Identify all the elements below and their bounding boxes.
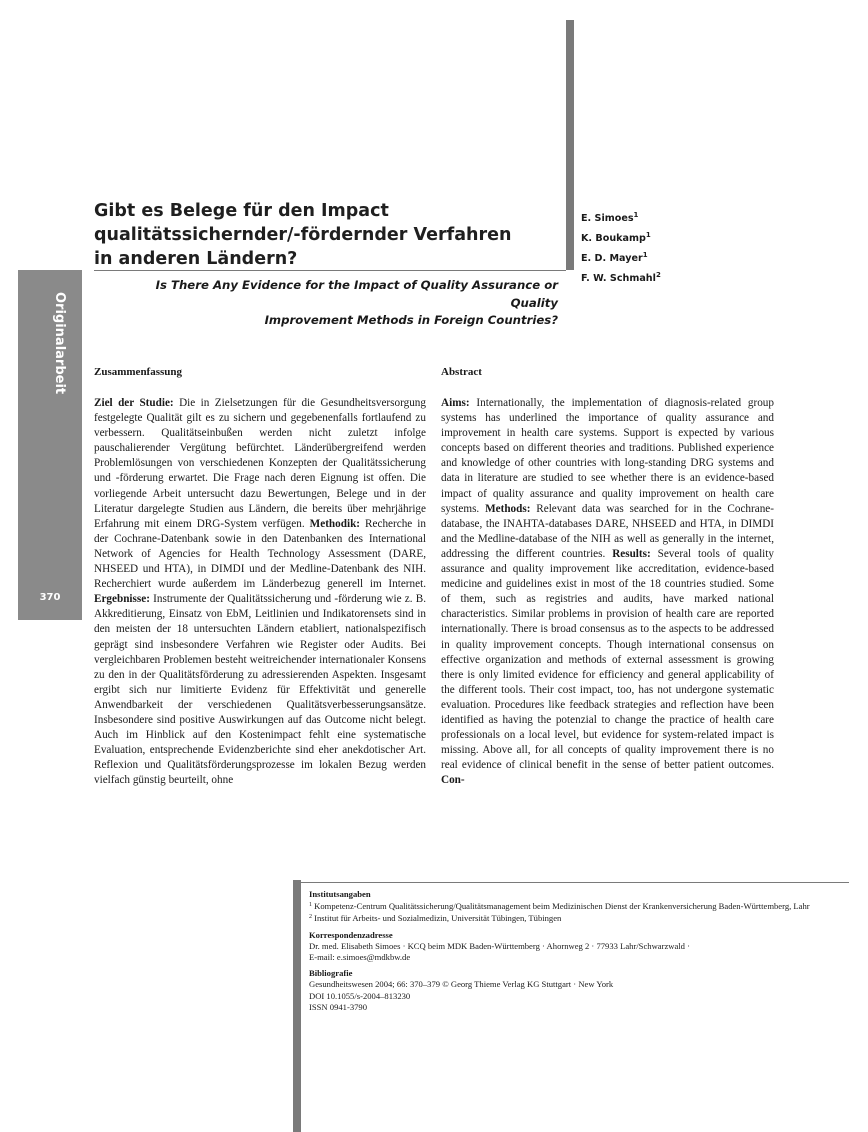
correspondence-email[interactable]: E-mail: e.simoes@mdkbw.de xyxy=(309,952,411,963)
text-ergebnisse: Instrumente der Qualitätssicherung und -förderung wie z. B. Akkreditierung, Einsatz von EbM, Leitlinien und Indikatorensets sind in den meisten der 18 untersuchten Ländern etabliert, nationalspezifisch geprägt sind insbesondere Verfahren wie Register oder Audits. Bei vergleichbaren Problemen besteht weitreichender internationaler Konsens zu den in der Qualitätsförderung zu adressierenden Aspekten. Insgesamt ergibt sich nur limitierte Evidenz für Effektivität und generelle Anwendbarkeit der verschiedenen Qualitätsverbesserungsansätze. Insbesondere sind positive Auswirkungen auf das Outcome nicht belegt. Auch im Hinblick auf den Kostenimpact fehlt eine systematische Evaluation, entsprechende Evidenzberichte sind eher anekdotischer Art. Reflexion und Qualitätsförderungsprozesse im lokalen Bezug werden vielfach günstig beurteilt, ohne xyxy=(94,593,426,787)
text-aims: Internationally, the implementation of diagnosis-related group systems has underlined the importance of quality assurance and improvement in health care systems. Support is expected by various concepts based on different theories and traditions. Published experience and knowledge of other countries with long-standing DRG systems and data in literature are studied to see whether there is an evidence-based impact of quality assurance and quality improvement on health care systems. xyxy=(441,397,774,515)
institute-block xyxy=(309,889,829,925)
side-tab xyxy=(18,270,82,620)
author-list xyxy=(581,207,661,287)
bibliography-citation: Gesundheitswesen 2004; 66: 370–379 © Georg Thieme Verlag KG Stuttgart · New York xyxy=(309,979,614,990)
footer-divider xyxy=(301,882,849,883)
label-aims: Aims: xyxy=(441,397,470,409)
subtitle-line: Improvement Methods in Foreign Countries? xyxy=(264,313,558,327)
abstract-heading: Abstract xyxy=(441,366,482,378)
article-info xyxy=(309,889,829,1018)
title-line: in anderen Ländern? xyxy=(94,249,298,269)
correspondence-address: Dr. med. Elisabeth Simoes · KCQ beim MDK Baden-Württemberg · Ahornweg 2 · 77933 Lahr/Schwarzwald · xyxy=(309,940,690,951)
title-line: Gibt es Belege für den Impact xyxy=(94,201,389,221)
text-results: Several tools of quality assurance and quality improvement like accreditation, evidence-based medicine and guidelines exist in most of the 18 countries studied. Some of them, such as registries and audits, have marked national characteristics. Similar problems in provision of health care are reported internationally. There is broad consensus as to the aspects to be addressed in quality improvement concepts. Though international consensus on effective organization and methods of external assessment is growing there is only limited evidence for efficiency and general applicability of the different tools. Their cost impact, too, has not undergone systematic evaluation. Procedures like feedback strategies and reflection have been identified as having the potenzial to change the practice of health care professionals on a local level, but evidence for system-related impact is missing. Above all, for all concepts of quality improvement there is no real evidence of clinical benefit in the sense of better patient outcomes. xyxy=(441,547,774,772)
correspondence-heading: Korrespondenzadresse xyxy=(309,929,393,940)
label-methods: Methods: xyxy=(485,502,531,515)
author: K. Boukamp$^1$ xyxy=(581,231,651,244)
title-line: qualitätssichernder/-fördernder Verfahren xyxy=(94,225,512,245)
correspondence-block xyxy=(309,930,829,964)
label-results: Results: xyxy=(612,547,651,560)
label-ziel: Ziel der Studie: xyxy=(94,397,174,409)
label-ergebnisse: Ergebnisse: xyxy=(94,593,150,606)
footer-vertical-rule xyxy=(293,880,301,1132)
institute-2: $^2$ Institut für Arbeits- und Sozialmedizin, Universität Tübingen, Tübingen xyxy=(309,913,562,924)
abstract-text xyxy=(441,396,774,788)
author: F. W. Schmahl$^2$ xyxy=(581,271,661,284)
page-number: 370 xyxy=(39,592,61,603)
label-methodik: Methodik: xyxy=(309,517,361,530)
text-ziel: Die in Zielsetzungen für die Gesundheitsversorgung festgelegte Qualität gilt es zu sichern und gegebenenfalls fortlaufend zu verbessern. Qualitätseinbußen werden nicht zuletzt infolge pauschalierender Vergütung befürchtet. Länderübergreifend werden Problemlösungen von verschiedenen Konzepten der Qualitätssicherung und -förderung erwartet. Die Frage nach deren Eignung ist offen. Die vorliegende Arbeit untersucht dazu Bewertungen, Belege und in der Literatur dargelegte Studien aus Ländern, die bereits über mehrjährige Erfahrung mit einem DRG-System verfügen. xyxy=(94,397,426,530)
subtitle-line: Is There Any Evidence for the Impact of Quality Assurance or Quality xyxy=(155,278,558,310)
institute-heading: Institutsangaben xyxy=(309,889,371,899)
bibliography-doi: DOI 10.1055/s-2004–813230 xyxy=(309,990,411,1001)
side-tab-label: Originalarbeit xyxy=(52,292,67,395)
english-title xyxy=(120,277,558,330)
zusammenfassung-text xyxy=(94,396,426,788)
text-methodik: Recherche in der Cochrane-Datenbank sowie in den Datenbanken des International Network of Agencies for Health Technology Assessment (DARE, NHSEED und HTA), in DIMDI und der Medline-Datenbank des NIH. Recherchiert wurde außerdem im Länderbezug generell im Internet. xyxy=(94,517,427,591)
bibliography-heading: Bibliografie xyxy=(309,968,353,979)
institute-1: $^1$ Kompetenz-Centrum Qualitätssicherung/Qualitätsmanagement beim Medizinischen Dienst der Krankenversicherung Baden-Württemberg, Lahr xyxy=(309,901,810,912)
article-title xyxy=(94,199,554,271)
author: E. Simoes$^1$ xyxy=(581,211,639,224)
top-vertical-rule xyxy=(566,20,574,270)
bibliography-issn: ISSN 0941-3790 xyxy=(309,1001,368,1012)
label-conclusion: Con- xyxy=(441,774,465,787)
bibliography-block xyxy=(309,968,829,1013)
zusammenfassung-heading: Zusammenfassung xyxy=(94,366,183,378)
author: E. D. Mayer$^1$ xyxy=(581,251,648,264)
text-methods: Relevant data was searched for in the Cochrane-database, the INAHTA-databases DARE, NHSEED and HTA, in DIMDI and the Medline-database of the NIH as well as generally in the internet, addressing the different countries. xyxy=(441,502,774,560)
